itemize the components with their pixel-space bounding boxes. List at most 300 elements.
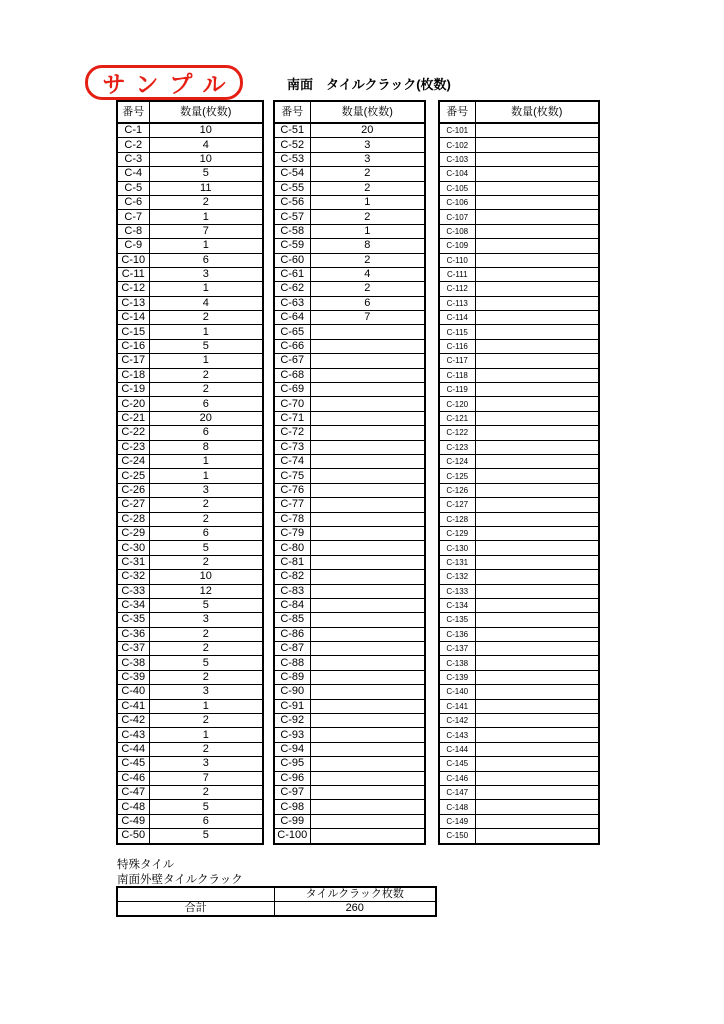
row-number-cell: C-35: [117, 613, 149, 627]
row-number-cell: C-44: [117, 742, 149, 756]
row-quantity-cell: 1: [149, 454, 263, 468]
table-row: [439, 411, 599, 425]
column-header-quantity: 数量(枚数): [310, 101, 425, 123]
row-number-cell: C-114: [439, 311, 475, 325]
row-number-cell: C-69: [274, 383, 310, 397]
table-row: [274, 239, 425, 253]
row-number-cell: C-12: [117, 282, 149, 296]
row-quantity-cell: [475, 325, 599, 339]
row-number-cell: C-139: [439, 670, 475, 684]
row-quantity-cell: [475, 699, 599, 713]
table-row: [439, 613, 599, 627]
row-quantity-cell: 6: [149, 253, 263, 267]
table-row: [117, 195, 263, 209]
table-row: [117, 167, 263, 181]
row-quantity-cell: 2: [149, 785, 263, 799]
row-number-cell: C-6: [117, 195, 149, 209]
row-quantity-cell: [475, 800, 599, 814]
table-row: [117, 483, 263, 497]
table-row: [439, 685, 599, 699]
row-quantity-cell: 7: [149, 771, 263, 785]
row-quantity-cell: [475, 397, 599, 411]
table-row: [117, 239, 263, 253]
table-row: [117, 584, 263, 598]
table-row: [274, 440, 425, 454]
row-number-cell: C-84: [274, 598, 310, 612]
table-row: [439, 757, 599, 771]
row-number-cell: C-2: [117, 138, 149, 152]
table-row: [117, 613, 263, 627]
row-quantity-cell: 1: [310, 224, 425, 238]
row-number-cell: C-5: [117, 181, 149, 195]
row-quantity-cell: [310, 757, 425, 771]
row-quantity-cell: [310, 383, 425, 397]
row-number-cell: C-92: [274, 714, 310, 728]
row-number-cell: C-79: [274, 526, 310, 540]
table-row: [439, 771, 599, 785]
row-number-cell: C-14: [117, 311, 149, 325]
row-quantity-cell: 2: [310, 181, 425, 195]
row-quantity-cell: [475, 224, 599, 238]
table-row: [274, 627, 425, 641]
table-row: [439, 627, 599, 641]
table-row: [117, 469, 263, 483]
table-row: [439, 699, 599, 713]
row-number-cell: C-148: [439, 800, 475, 814]
table-row: [439, 656, 599, 670]
table-row: [274, 152, 425, 166]
row-number-cell: C-121: [439, 411, 475, 425]
row-number-cell: C-10: [117, 253, 149, 267]
table-row: [274, 570, 425, 584]
row-number-cell: C-143: [439, 728, 475, 742]
row-quantity-cell: [475, 282, 599, 296]
table-row: [439, 224, 599, 238]
row-quantity-cell: 10: [149, 152, 263, 166]
table-row: [274, 282, 425, 296]
row-number-cell: C-109: [439, 239, 475, 253]
row-quantity-cell: 6: [149, 526, 263, 540]
row-quantity-cell: 1: [310, 195, 425, 209]
row-number-cell: C-127: [439, 498, 475, 512]
table-row: [439, 541, 599, 555]
row-number-cell: C-37: [117, 642, 149, 656]
row-quantity-cell: 20: [149, 411, 263, 425]
row-number-cell: C-1: [117, 123, 149, 138]
row-number-cell: C-29: [117, 526, 149, 540]
row-quantity-cell: 4: [149, 138, 263, 152]
special-tile-note: 特殊タイル: [117, 859, 175, 871]
row-number-cell: C-91: [274, 699, 310, 713]
row-number-cell: C-46: [117, 771, 149, 785]
row-quantity-cell: [475, 814, 599, 828]
row-number-cell: C-137: [439, 642, 475, 656]
table-row: [274, 541, 425, 555]
table-row: [117, 570, 263, 584]
row-number-cell: C-97: [274, 785, 310, 799]
row-quantity-cell: 6: [149, 397, 263, 411]
row-quantity-cell: 8: [310, 239, 425, 253]
summary-header-cell: タイルクラック枚数: [274, 887, 436, 902]
row-quantity-cell: [310, 613, 425, 627]
table-row: [274, 498, 425, 512]
row-number-cell: C-106: [439, 195, 475, 209]
table-row: [117, 152, 263, 166]
table-row: [274, 339, 425, 353]
table-row: [439, 253, 599, 267]
row-quantity-cell: 1: [149, 325, 263, 339]
row-quantity-cell: 1: [149, 699, 263, 713]
table-group-1: [116, 100, 264, 845]
table-row: [117, 282, 263, 296]
row-quantity-cell: 5: [149, 167, 263, 181]
row-number-cell: C-61: [274, 267, 310, 281]
row-quantity-cell: [475, 656, 599, 670]
sample-stamp-text: サンプル: [102, 71, 237, 97]
table-row: [439, 785, 599, 799]
row-number-cell: C-132: [439, 570, 475, 584]
row-quantity-cell: [310, 498, 425, 512]
table-row: [439, 181, 599, 195]
table-row: [117, 267, 263, 281]
row-number-cell: C-62: [274, 282, 310, 296]
row-quantity-cell: 10: [149, 570, 263, 584]
table-row: [439, 267, 599, 281]
table-row: [117, 440, 263, 454]
row-quantity-cell: [475, 469, 599, 483]
row-quantity-cell: [310, 800, 425, 814]
row-number-cell: C-86: [274, 627, 310, 641]
row-quantity-cell: [475, 296, 599, 310]
row-quantity-cell: [475, 454, 599, 468]
table-row: [439, 829, 599, 844]
row-quantity-cell: 2: [149, 512, 263, 526]
table-row: [274, 411, 425, 425]
table-row: [439, 282, 599, 296]
row-number-cell: C-118: [439, 368, 475, 382]
table-row: [117, 426, 263, 440]
table-row: [439, 296, 599, 310]
row-number-cell: C-80: [274, 541, 310, 555]
table-row: [117, 181, 263, 195]
table-row: [439, 800, 599, 814]
column-header-number: 番号: [439, 101, 475, 123]
table-row: [274, 829, 425, 844]
row-quantity-cell: [310, 771, 425, 785]
header-row: [274, 101, 425, 123]
table-row: [439, 814, 599, 828]
row-number-cell: C-131: [439, 555, 475, 569]
row-number-cell: C-147: [439, 785, 475, 799]
table-row: [117, 800, 263, 814]
row-quantity-cell: 2: [310, 253, 425, 267]
table-row: [117, 383, 263, 397]
row-quantity-cell: 2: [149, 627, 263, 641]
table-row: [274, 613, 425, 627]
row-quantity-cell: [475, 642, 599, 656]
row-number-cell: C-87: [274, 642, 310, 656]
row-number-cell: C-111: [439, 267, 475, 281]
row-quantity-cell: [475, 670, 599, 684]
row-quantity-cell: [475, 757, 599, 771]
row-quantity-cell: 2: [149, 311, 263, 325]
row-quantity-cell: [475, 152, 599, 166]
row-quantity-cell: [475, 368, 599, 382]
row-quantity-cell: 5: [149, 339, 263, 353]
table-row: [117, 411, 263, 425]
row-quantity-cell: [475, 239, 599, 253]
table-row: [117, 771, 263, 785]
row-quantity-cell: [310, 584, 425, 598]
row-quantity-cell: [475, 598, 599, 612]
row-quantity-cell: [475, 123, 599, 138]
row-quantity-cell: [310, 555, 425, 569]
row-quantity-cell: [310, 512, 425, 526]
table-row: [117, 210, 263, 224]
row-quantity-cell: 20: [310, 123, 425, 138]
table-row: [439, 440, 599, 454]
table-row: [274, 123, 425, 138]
row-number-cell: C-88: [274, 656, 310, 670]
table-row: [439, 512, 599, 526]
table-row: [117, 598, 263, 612]
row-quantity-cell: [310, 642, 425, 656]
row-quantity-cell: [475, 383, 599, 397]
table-row: [439, 354, 599, 368]
row-number-cell: C-65: [274, 325, 310, 339]
row-quantity-cell: [310, 526, 425, 540]
table-row: [117, 138, 263, 152]
table-row: [439, 570, 599, 584]
table-row: [439, 138, 599, 152]
table-row: [274, 469, 425, 483]
table-row: [274, 814, 425, 828]
table-row: [274, 656, 425, 670]
row-number-cell: C-144: [439, 742, 475, 756]
table-row: [274, 785, 425, 799]
row-number-cell: C-23: [117, 440, 149, 454]
row-quantity-cell: [475, 785, 599, 799]
row-number-cell: C-34: [117, 598, 149, 612]
row-number-cell: C-113: [439, 296, 475, 310]
row-quantity-cell: [475, 167, 599, 181]
table-row: [117, 685, 263, 699]
row-number-cell: C-101: [439, 123, 475, 138]
row-number-cell: C-128: [439, 512, 475, 526]
row-number-cell: C-105: [439, 181, 475, 195]
table-row: [439, 555, 599, 569]
row-number-cell: C-83: [274, 584, 310, 598]
row-number-cell: C-64: [274, 311, 310, 325]
row-number-cell: C-74: [274, 454, 310, 468]
table-row: [274, 311, 425, 325]
row-quantity-cell: [310, 714, 425, 728]
row-number-cell: C-75: [274, 469, 310, 483]
table-row: [274, 325, 425, 339]
table-row: [439, 210, 599, 224]
row-number-cell: C-72: [274, 426, 310, 440]
row-quantity-cell: [310, 829, 425, 844]
row-number-cell: C-19: [117, 383, 149, 397]
row-number-cell: C-85: [274, 613, 310, 627]
table-row: [274, 800, 425, 814]
row-number-cell: C-31: [117, 555, 149, 569]
row-number-cell: C-26: [117, 483, 149, 497]
row-quantity-cell: 1: [149, 728, 263, 742]
row-quantity-cell: 1: [149, 239, 263, 253]
row-number-cell: C-95: [274, 757, 310, 771]
table-row: [117, 253, 263, 267]
row-quantity-cell: [310, 469, 425, 483]
table-row: [274, 512, 425, 526]
row-number-cell: C-59: [274, 239, 310, 253]
row-number-cell: C-22: [117, 426, 149, 440]
row-quantity-cell: [475, 728, 599, 742]
row-number-cell: C-135: [439, 613, 475, 627]
column-header-quantity: 数量(枚数): [149, 101, 263, 123]
row-quantity-cell: 2: [149, 368, 263, 382]
row-quantity-cell: [475, 584, 599, 598]
row-quantity-cell: [310, 426, 425, 440]
table-row: [439, 368, 599, 382]
table-row: [117, 224, 263, 238]
row-number-cell: C-32: [117, 570, 149, 584]
table-row: [117, 627, 263, 641]
row-number-cell: C-33: [117, 584, 149, 598]
table-row: [439, 397, 599, 411]
row-number-cell: C-71: [274, 411, 310, 425]
row-number-cell: C-36: [117, 627, 149, 641]
row-number-cell: C-81: [274, 555, 310, 569]
table-row: [274, 584, 425, 598]
table-row: [117, 397, 263, 411]
header-row: [117, 101, 263, 123]
table-row: [439, 339, 599, 353]
row-quantity-cell: [310, 728, 425, 742]
row-number-cell: C-49: [117, 814, 149, 828]
table-row: [117, 642, 263, 656]
row-quantity-cell: 6: [149, 426, 263, 440]
row-quantity-cell: 11: [149, 181, 263, 195]
table-row: [274, 670, 425, 684]
table-row: [439, 598, 599, 612]
row-quantity-cell: [475, 771, 599, 785]
row-quantity-cell: [310, 627, 425, 641]
row-number-cell: C-70: [274, 397, 310, 411]
row-quantity-cell: [475, 311, 599, 325]
table-row: [274, 397, 425, 411]
row-quantity-cell: 2: [149, 555, 263, 569]
row-quantity-cell: [310, 339, 425, 353]
row-quantity-cell: [310, 685, 425, 699]
table-row: [439, 483, 599, 497]
row-quantity-cell: [475, 210, 599, 224]
table-row: [117, 541, 263, 555]
row-number-cell: C-107: [439, 210, 475, 224]
row-quantity-cell: 2: [149, 642, 263, 656]
table-row: [117, 368, 263, 382]
row-number-cell: C-133: [439, 584, 475, 598]
summary-header-row: [117, 887, 436, 902]
table-row: [117, 526, 263, 540]
row-quantity-cell: [475, 426, 599, 440]
table-row: [117, 757, 263, 771]
table-row: [439, 498, 599, 512]
row-quantity-cell: 1: [149, 469, 263, 483]
row-quantity-cell: [310, 397, 425, 411]
row-quantity-cell: [475, 498, 599, 512]
row-quantity-cell: 5: [149, 829, 263, 844]
row-quantity-cell: [310, 454, 425, 468]
row-number-cell: C-124: [439, 454, 475, 468]
table-row: [274, 685, 425, 699]
row-quantity-cell: [310, 670, 425, 684]
row-quantity-cell: [475, 339, 599, 353]
row-quantity-cell: [310, 742, 425, 756]
row-number-cell: C-146: [439, 771, 475, 785]
row-quantity-cell: [475, 829, 599, 844]
row-quantity-cell: 8: [149, 440, 263, 454]
row-number-cell: C-102: [439, 138, 475, 152]
row-number-cell: C-145: [439, 757, 475, 771]
total-label-cell: 合計: [117, 902, 274, 917]
row-number-cell: C-112: [439, 282, 475, 296]
row-quantity-cell: 2: [149, 195, 263, 209]
row-number-cell: C-96: [274, 771, 310, 785]
table-row: [439, 239, 599, 253]
row-number-cell: C-47: [117, 785, 149, 799]
table-row: [439, 526, 599, 540]
row-quantity-cell: [310, 541, 425, 555]
row-quantity-cell: 5: [149, 541, 263, 555]
page-title: 南面 タイルクラック(枚数): [287, 77, 451, 92]
row-quantity-cell: [475, 181, 599, 195]
table-row: [274, 138, 425, 152]
table-row: [439, 642, 599, 656]
table-row: [117, 656, 263, 670]
row-quantity-cell: [475, 570, 599, 584]
table-row: [117, 785, 263, 799]
row-number-cell: C-54: [274, 167, 310, 181]
row-quantity-cell: [310, 814, 425, 828]
row-number-cell: C-55: [274, 181, 310, 195]
table-row: [274, 714, 425, 728]
table-row: [117, 670, 263, 684]
row-quantity-cell: [475, 267, 599, 281]
row-quantity-cell: [475, 411, 599, 425]
row-quantity-cell: 2: [149, 714, 263, 728]
row-quantity-cell: [475, 440, 599, 454]
table-row: [274, 167, 425, 181]
row-quantity-cell: [310, 656, 425, 670]
row-quantity-cell: [475, 253, 599, 267]
total-value-cell: 260: [274, 902, 436, 917]
row-quantity-cell: [310, 411, 425, 425]
row-number-cell: C-125: [439, 469, 475, 483]
table-row: [117, 123, 263, 138]
table-row: [274, 383, 425, 397]
row-number-cell: C-123: [439, 440, 475, 454]
row-quantity-cell: [310, 368, 425, 382]
table-row: [117, 325, 263, 339]
row-number-cell: C-9: [117, 239, 149, 253]
row-number-cell: C-110: [439, 253, 475, 267]
row-number-cell: C-117: [439, 354, 475, 368]
row-quantity-cell: 1: [149, 210, 263, 224]
row-number-cell: C-43: [117, 728, 149, 742]
row-quantity-cell: 2: [149, 498, 263, 512]
row-number-cell: C-67: [274, 354, 310, 368]
